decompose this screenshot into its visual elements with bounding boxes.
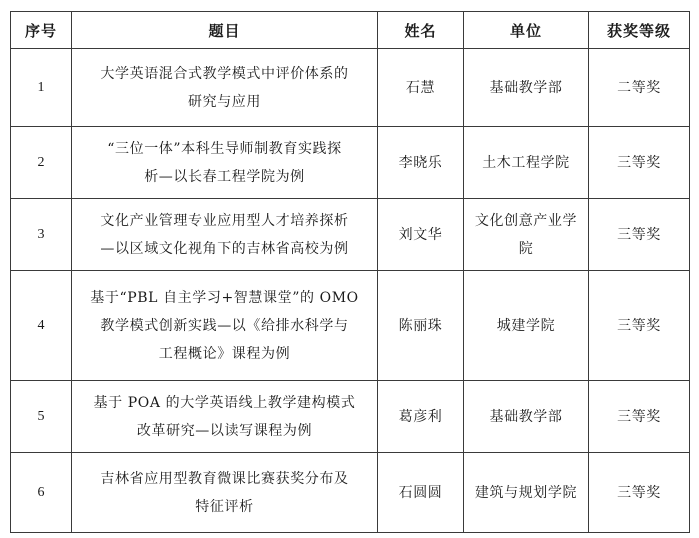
title-line: 特征评析 [195, 498, 254, 515]
header-unit: 单位 [464, 12, 589, 49]
title-line: 基于 POA 的大学英语线上教学建构模式 [93, 394, 356, 411]
table-row [11, 271, 690, 381]
row-title [72, 49, 378, 127]
title-line: 吉林省应用型教育微课比赛获奖分布及 [100, 470, 349, 487]
row-number: 3 [11, 199, 72, 271]
header-name: 姓名 [378, 12, 464, 49]
row-name: 陈丽珠 [378, 271, 464, 381]
row-level: 三等奖 [589, 453, 690, 533]
row-level: 三等奖 [589, 381, 690, 453]
header-title: 题目 [72, 12, 378, 49]
row-name: 葛彦利 [378, 381, 464, 453]
title-line: 教学模式创新实践—以《给排水科学与 [100, 317, 349, 334]
header-level: 获奖等级 [589, 12, 690, 49]
title-line: 析—以长春工程学院为例 [144, 168, 305, 185]
row-title [72, 127, 378, 199]
awards-table [10, 11, 690, 533]
title-line: 改革研究—以读写课程为例 [136, 422, 313, 439]
row-level: 三等奖 [589, 271, 690, 381]
row-title [72, 271, 378, 381]
row-number: 6 [11, 453, 72, 533]
title-line: 基于“PBL 自主学习+智慧课堂”的 OMO [90, 289, 359, 306]
row-number: 5 [11, 381, 72, 453]
row-level: 二等奖 [589, 49, 690, 127]
title-line: 大学英语混合式教学模式中评价体系的 [100, 65, 349, 82]
row-unit: 基础教学部 [464, 49, 589, 127]
row-title [72, 453, 378, 533]
row-name: 刘文华 [378, 199, 464, 271]
row-name: 石圆圆 [378, 453, 464, 533]
title-line: 文化产业管理专业应用型人才培养探析 [100, 212, 349, 229]
row-title [72, 381, 378, 453]
row-unit: 文化创意产业学院 [464, 199, 589, 271]
row-unit: 土木工程学院 [464, 127, 589, 199]
table-row [11, 199, 690, 271]
row-title [72, 199, 378, 271]
table-row [11, 49, 690, 127]
title-line: “三位一体”本科生导师制教育实践探 [107, 140, 342, 157]
table-header-row [11, 12, 690, 49]
row-unit: 基础教学部 [464, 381, 589, 453]
row-level: 三等奖 [589, 199, 690, 271]
table-row [11, 453, 690, 533]
row-level: 三等奖 [589, 127, 690, 199]
row-unit: 城建学院 [464, 271, 589, 381]
title-line: 工程概论》课程为例 [158, 345, 291, 362]
title-line: 研究与应用 [188, 93, 261, 110]
row-name: 石慧 [378, 49, 464, 127]
header-no: 序号 [11, 12, 72, 49]
row-name: 李晓乐 [378, 127, 464, 199]
row-number: 1 [11, 49, 72, 127]
row-number: 2 [11, 127, 72, 199]
table-row [11, 127, 690, 199]
row-number: 4 [11, 271, 72, 381]
title-line: —以区域文化视角下的吉林省高校为例 [100, 240, 349, 257]
table-row [11, 381, 690, 453]
row-unit: 建筑与规划学院 [464, 453, 589, 533]
